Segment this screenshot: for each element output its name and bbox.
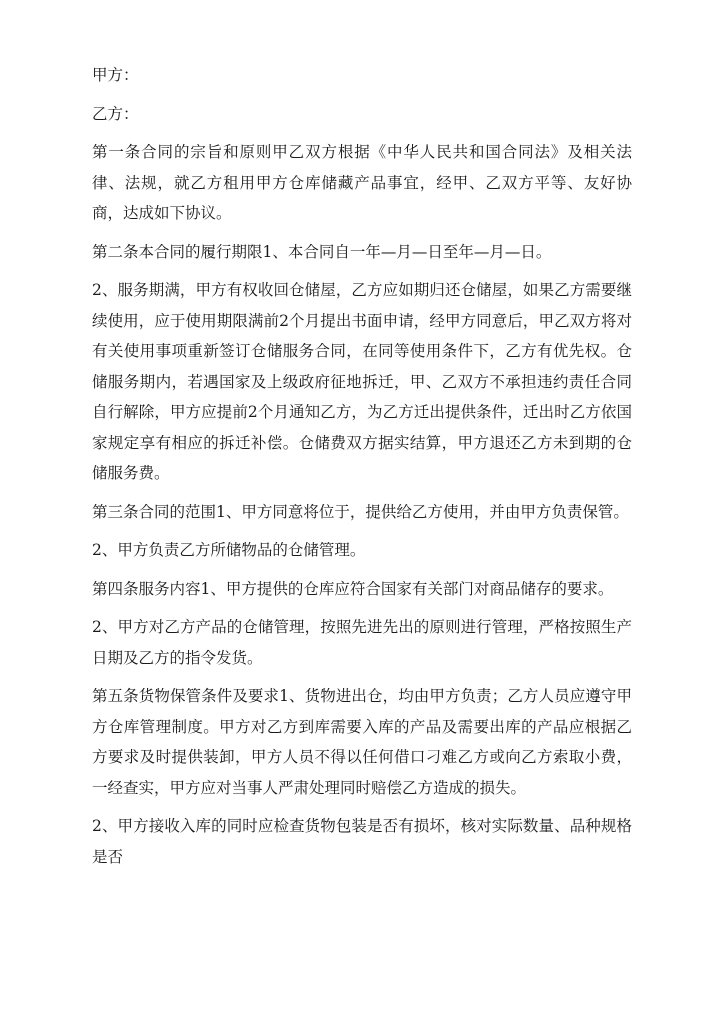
article-4-services: 第四条服务内容1、甲方提供的仓库应符合国家有关部门对商品储存的要求。 bbox=[92, 579, 614, 598]
article-4-clause-2: 2、甲方对乙方产品的仓储管理，按照先进先出的原则进行管理，严格按照生产日期及乙方的指令发货。 bbox=[92, 618, 632, 667]
party-a-line: 甲方： bbox=[92, 66, 139, 84]
party-b-line: 乙方： bbox=[92, 104, 139, 123]
contract-body bbox=[92, 60, 632, 880]
article-2-clause-2: 2、服务期满，甲方有权收回仓储屋，乙方应如期归还仓储屋，如果乙方需要继续使用，应于使用期限满前2个月提出书面申请，经甲方同意后，甲乙双方将对有关使用事项重新签订仓储服务合同，在同等使用条件下，乙方有优先权。仓储服务期内，若遇国家及上级政府征地拆迁，甲、乙双方不承担违约责任合同自行解除，甲方应提前2个月通知乙方，为乙方迁出提供条件，迁出时乙方依国家规定享有相应的拆迁补偿。仓储费双方据实结算，甲方退还乙方未到期的仓储服务费。 bbox=[92, 281, 632, 482]
article-5-clause-2: 2、甲方接收入库的同时应检查货物包装是否有损坏，核对实际数量、品种规格是否 bbox=[92, 817, 632, 866]
article-3-scope: 第三条合同的范围1、甲方同意将位于，提供给乙方使用，并由甲方负责保管。 bbox=[92, 502, 629, 521]
article-3-clause-2: 2、甲方负责乙方所储物品的仓储管理。 bbox=[92, 541, 366, 559]
article-1-purpose: 第一条合同的宗旨和原则甲乙双方根据《中华人民共和国合同法》及相关法律、法规，就乙方租用甲方仓库储藏产品事宜，经甲、乙双方平等、友好协商，达成如下协议。 bbox=[92, 143, 632, 222]
article-2-term: 第二条本合同的履行期限1、本合同自一年—月—日至年—月—日。 bbox=[92, 242, 552, 261]
article-5-conditions: 第五条货物保管条件及要求1、货物进出仓，均由甲方负责；乙方人员应遵守甲方仓库管理制度。甲方对乙方到库需要入库的产品及需要出库的产品应根据乙方要求及时提供装卸，甲方人员不得以任何借口刁难乙方或向乙方索取小费，一经查实，甲方应对当事人严肃处理同时赔偿乙方造成的损失。 bbox=[92, 687, 632, 797]
